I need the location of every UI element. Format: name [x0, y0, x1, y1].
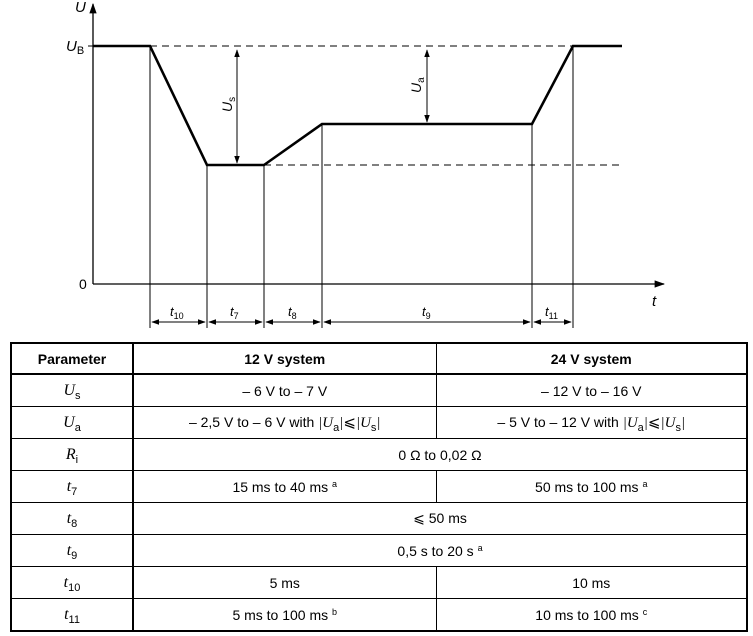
- value-merged: 0 Ω to 0,02 Ω: [133, 439, 747, 471]
- value-24v: 50 ms to 100 ms $^a$: [436, 471, 747, 503]
- param-cell: $t_8$: [11, 503, 133, 535]
- zero-label: 0: [79, 276, 87, 292]
- value-12v: 5 ms to 100 ms $^b$: [133, 599, 436, 632]
- value-24v: 10 ms to 100 ms $^c$: [436, 599, 747, 632]
- param-cell: $U_a$: [11, 407, 133, 439]
- interval-label-t11: $t_{11}$: [545, 304, 558, 321]
- interval-label-t10: $t_{10}$: [170, 304, 184, 321]
- voltage-waveform: [93, 46, 622, 165]
- table-row: [11, 439, 747, 471]
- x-axis-label: t: [652, 293, 657, 310]
- table-row: [11, 374, 747, 407]
- param-cell: $U_s$: [11, 374, 133, 407]
- param-cell: $t_7$: [11, 471, 133, 503]
- param-cell: $t_{11}$: [11, 599, 133, 632]
- interval-label-t9: $t_9$: [422, 304, 431, 321]
- table-row: [11, 503, 747, 535]
- value-12v: – 6 V to – 7 V: [133, 374, 436, 407]
- value-12v: 15 ms to 40 ms $^a$: [133, 471, 436, 503]
- y-axis-label: U: [75, 0, 86, 16]
- header-24v: 24 V system: [436, 343, 747, 374]
- param-cell: $t_{10}$: [11, 567, 133, 599]
- table-row: [11, 471, 747, 503]
- interval-label-t8: $t_8$: [288, 304, 297, 321]
- value-12v: 5 ms: [133, 567, 436, 599]
- header-parameter: Parameter: [11, 343, 133, 374]
- value-12v: – 2,5 V to – 6 V with $|U_a|⩽|U_s|$: [133, 407, 436, 439]
- abs-condition: $|U_a|⩽|U_s|$: [622, 415, 686, 434]
- table-row: [11, 535, 747, 567]
- table-row: [11, 599, 747, 632]
- value-24v: – 5 V to – 12 V with $|U_a|⩽|U_s|$: [436, 407, 747, 439]
- header-12v: 12 V system: [133, 343, 436, 374]
- abs-condition: $|U_a|⩽|U_s|$: [318, 415, 381, 434]
- value-24v: – 12 V to – 16 V: [436, 374, 747, 407]
- table-row: [11, 567, 747, 599]
- ub-label: $U_B$: [66, 38, 85, 57]
- ua-label: $U_a$: [408, 77, 427, 93]
- param-cell: $R_i$: [11, 439, 133, 471]
- value-merged: ⩽ 50 ms: [133, 503, 747, 535]
- table-header-row: [11, 343, 747, 374]
- value-merged: 0,5 s to 20 s $^a$: [133, 535, 747, 567]
- parameter-table: [10, 342, 748, 632]
- interval-label-t7: $t_7$: [230, 304, 239, 321]
- value-24v: 10 ms: [436, 567, 747, 599]
- us-label: $U_s$: [219, 96, 238, 112]
- param-cell: $t_9$: [11, 535, 133, 567]
- table-row: [11, 407, 747, 439]
